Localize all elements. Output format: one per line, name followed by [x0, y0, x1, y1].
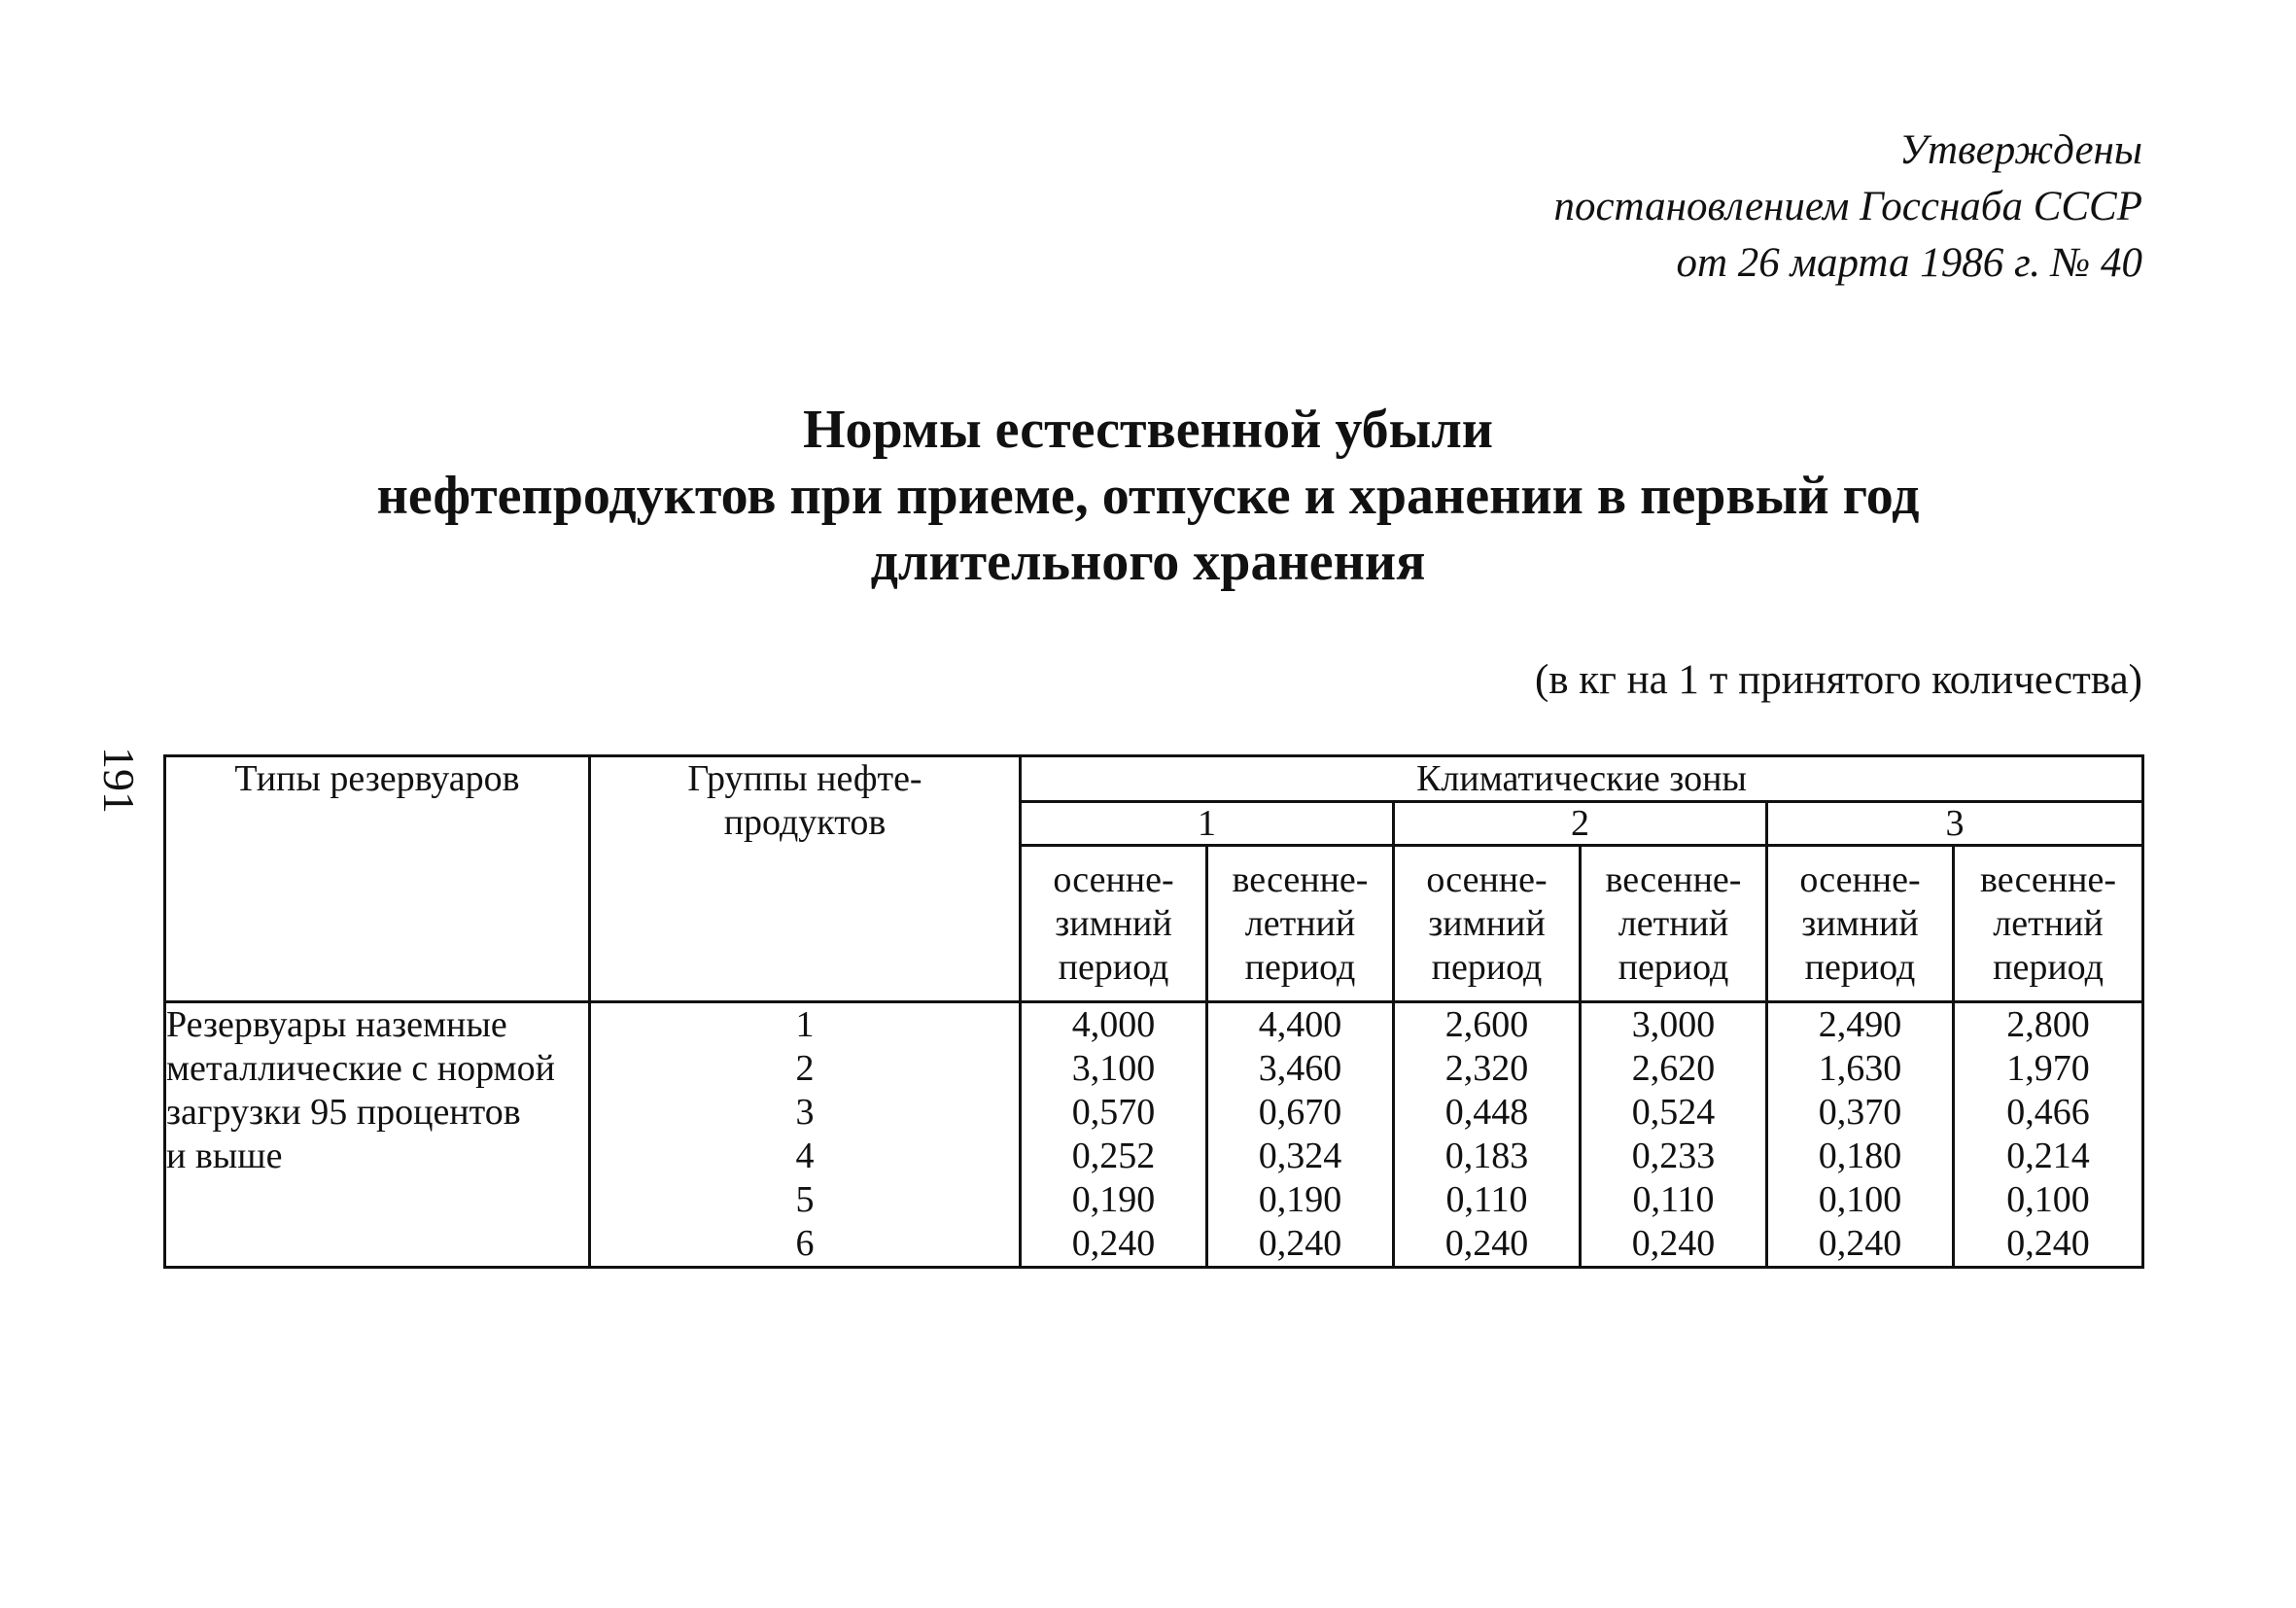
norm-value: 0,670	[1258, 1092, 1342, 1133]
norm-value: 0,324	[1258, 1136, 1342, 1176]
norm-value: 4,000	[1071, 1004, 1156, 1045]
group-number: 3	[795, 1092, 815, 1133]
zone2-autumn-winter-values	[1394, 1002, 1581, 1268]
period-line: период	[1058, 946, 1169, 988]
norm-value: 0,466	[2006, 1092, 2090, 1133]
table-row	[165, 1002, 2143, 1268]
period-line: летний	[1618, 902, 1729, 944]
period-line: осенне-	[1799, 858, 1921, 900]
norm-value: 0,190	[1071, 1179, 1156, 1220]
approval-line-3: от 26 марта 1986 г. № 40	[1676, 240, 2142, 286]
norm-value: 0,240	[1071, 1223, 1156, 1264]
norm-value: 0,214	[2006, 1136, 2090, 1176]
norm-value: 4,400	[1258, 1004, 1342, 1045]
zone3-spring-summer-values	[1954, 1002, 2143, 1268]
norm-value: 0,370	[1818, 1092, 1902, 1133]
header-period-autumn-winter	[1394, 846, 1581, 1002]
approval-line-1: Утверждены	[1899, 127, 2142, 173]
group-number: 6	[795, 1223, 815, 1264]
type-line: металлические с нормой	[166, 1048, 555, 1089]
type-line: Резервуары наземные	[166, 1004, 507, 1045]
norm-value: 0,240	[1631, 1223, 1716, 1264]
norm-value: 3,100	[1071, 1048, 1156, 1089]
header-types-text: Типы резервуаров	[234, 758, 520, 799]
norm-value: 0,524	[1631, 1092, 1716, 1133]
zone1-autumn-winter-values	[1021, 1002, 1207, 1268]
approval-block	[1553, 122, 2142, 292]
norm-value: 0,110	[1445, 1179, 1528, 1220]
norm-value: 2,620	[1631, 1048, 1716, 1089]
norm-value: 0,240	[1258, 1223, 1342, 1264]
header-reservoir-types	[165, 756, 590, 1002]
title-line-2: нефтепродуктов при приеме, отпуске и хранении в первый год	[376, 466, 1920, 526]
period-line: зимний	[1055, 902, 1172, 944]
header-period-autumn-winter	[1767, 846, 1954, 1002]
norm-value: 0,240	[1444, 1223, 1529, 1264]
period-line: летний	[1993, 902, 2104, 944]
norm-value: 0,190	[1258, 1179, 1342, 1220]
period-line: период	[1804, 946, 1916, 988]
group-number: 4	[795, 1136, 815, 1176]
units-note: (в кг на 1 т принятого количества)	[1534, 657, 2142, 703]
norm-value: 0,240	[2006, 1223, 2090, 1264]
norm-value: 0,448	[1444, 1092, 1529, 1133]
group-number: 2	[795, 1048, 815, 1089]
period-line: период	[1431, 946, 1543, 988]
header-groups-line-2: продуктов	[723, 802, 887, 843]
period-line: весенне-	[1605, 858, 1742, 900]
norm-value: 3,460	[1258, 1048, 1342, 1089]
norm-value: 0,240	[1818, 1223, 1902, 1264]
period-line: весенне-	[1980, 858, 2116, 900]
period-line: осенне-	[1426, 858, 1548, 900]
document-title	[0, 397, 2296, 595]
zone3-autumn-winter-values	[1767, 1002, 1954, 1268]
norm-value: 0,100	[2006, 1179, 2090, 1220]
product-group-cell	[590, 1002, 1021, 1268]
norm-value: 0,233	[1631, 1136, 1716, 1176]
norm-value: 0,252	[1071, 1136, 1156, 1176]
norm-value: 0,183	[1444, 1136, 1529, 1176]
title-line-1: Нормы естественной убыли	[802, 400, 1494, 460]
group-number: 1	[795, 1004, 815, 1045]
approval-line-2: постановлением Госснаба СССР	[1553, 184, 2142, 229]
norm-value: 2,320	[1444, 1048, 1529, 1089]
period-line: весенне-	[1232, 858, 1369, 900]
norm-value: 2,600	[1444, 1004, 1529, 1045]
title-line-3: длительного хранения	[870, 532, 1426, 592]
header-period-spring-summer	[1581, 846, 1767, 1002]
period-line: период	[1244, 946, 1356, 988]
page-number-text: 191	[93, 746, 144, 814]
type-line: загрузки 95 процентов	[166, 1092, 521, 1133]
period-line: осенне-	[1053, 858, 1174, 900]
norm-value: 0,100	[1818, 1179, 1902, 1220]
period-line: период	[1993, 946, 2104, 988]
header-product-groups	[590, 756, 1021, 1002]
header-zone-1: 1	[1021, 802, 1394, 846]
header-groups-line-1: Группы нефте-	[687, 758, 922, 799]
zone2-spring-summer-values	[1581, 1002, 1767, 1268]
norm-value: 0,110	[1632, 1179, 1715, 1220]
page-number	[89, 731, 148, 828]
period-line: период	[1618, 946, 1729, 988]
type-line: и выше	[166, 1136, 283, 1176]
header-period-spring-summer	[1954, 846, 2143, 1002]
norm-value: 2,800	[2006, 1004, 2090, 1045]
zone1-spring-summer-values	[1207, 1002, 1394, 1268]
header-zone-3: 3	[1767, 802, 2143, 846]
norm-value: 1,630	[1818, 1048, 1902, 1089]
period-line: зимний	[1801, 902, 1919, 944]
norm-value: 1,970	[2006, 1048, 2090, 1089]
norm-value: 0,180	[1818, 1136, 1902, 1176]
header-period-spring-summer	[1207, 846, 1394, 1002]
group-number: 5	[795, 1179, 815, 1220]
norm-value: 2,490	[1818, 1004, 1902, 1045]
header-zone-2: 2	[1394, 802, 1767, 846]
header-climatic-zones: Климатические зоны	[1021, 756, 2143, 802]
period-line: зимний	[1428, 902, 1546, 944]
header-period-autumn-winter	[1021, 846, 1207, 1002]
reservoir-type-cell	[165, 1002, 590, 1268]
norm-value: 0,570	[1071, 1092, 1156, 1133]
period-line: летний	[1244, 902, 1356, 944]
norms-table	[163, 754, 2144, 1269]
norm-value: 3,000	[1631, 1004, 1716, 1045]
